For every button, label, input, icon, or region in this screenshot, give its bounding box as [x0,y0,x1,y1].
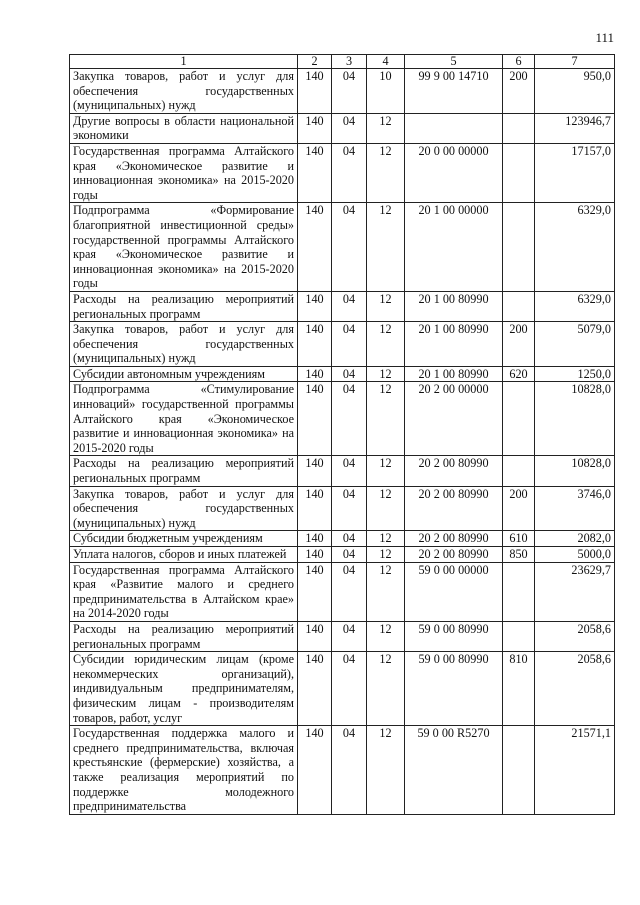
row-code-cell: 620 [503,366,535,382]
row-code-cell: 140 [298,547,332,563]
row-code-cell: 140 [298,291,332,321]
row-code-cell: 12 [367,726,405,815]
row-name-cell: Субсидии бюджетным учреждениям [70,531,298,547]
table-row [70,322,615,367]
row-code-cell: 04 [332,203,367,292]
row-name-cell: Подпрограмма «Стимулирование инноваций» государственной программы Алтайского края «Экономическое развитие и инновационная экономика» на 2015-2020 годы [70,382,298,456]
row-code-cell: 04 [332,621,367,651]
row-name-cell: Государственная программа Алтайского края «Развитие малого и среднего предпринимательства в Алтайском крае» на 2014-2020 годы [70,562,298,621]
row-amount-cell: 6329,0 [535,203,615,292]
row-name-cell: Закупка товаров, работ и услуг для обеспечения государственных (муниципальных) нужд [70,322,298,367]
table-row [70,366,615,382]
row-code-cell: 12 [367,652,405,726]
table-row [70,562,615,621]
row-code-cell: 04 [332,547,367,563]
row-amount-cell: 123946,7 [535,113,615,143]
row-code-cell: 20 0 00 00000 [405,143,503,202]
row-code-cell [503,291,535,321]
row-code-cell: 04 [332,291,367,321]
row-amount-cell: 5000,0 [535,547,615,563]
row-code-cell: 12 [367,547,405,563]
row-amount-cell: 17157,0 [535,143,615,202]
row-code-cell: 04 [332,382,367,456]
row-code-cell: 20 1 00 80990 [405,291,503,321]
row-name-cell: Расходы на реализацию мероприятий региональных программ [70,456,298,486]
row-amount-cell: 5079,0 [535,322,615,367]
row-code-cell: 12 [367,382,405,456]
row-code-cell: 140 [298,113,332,143]
row-code-cell: 12 [367,291,405,321]
row-code-cell: 140 [298,143,332,202]
row-code-cell: 20 1 00 00000 [405,203,503,292]
row-code-cell [405,113,503,143]
row-code-cell: 12 [367,366,405,382]
row-code-cell: 04 [332,486,367,531]
row-name-cell: Расходы на реализацию мероприятий региональных программ [70,291,298,321]
table-row [70,456,615,486]
row-code-cell: 140 [298,726,332,815]
row-code-cell [503,562,535,621]
row-code-cell: 99 9 00 14710 [405,69,503,114]
row-code-cell: 140 [298,203,332,292]
column-header: 4 [367,55,405,69]
row-code-cell: 12 [367,562,405,621]
column-header: 5 [405,55,503,69]
row-code-cell: 140 [298,652,332,726]
row-code-cell [503,143,535,202]
column-header: 3 [332,55,367,69]
row-amount-cell: 23629,7 [535,562,615,621]
row-code-cell [503,113,535,143]
row-amount-cell: 2058,6 [535,652,615,726]
row-code-cell: 20 2 00 80990 [405,531,503,547]
row-amount-cell: 2058,6 [535,621,615,651]
row-amount-cell: 2082,0 [535,531,615,547]
row-amount-cell: 6329,0 [535,291,615,321]
table-row [70,203,615,292]
row-code-cell [503,726,535,815]
row-code-cell: 59 0 00 80990 [405,652,503,726]
row-code-cell: 140 [298,366,332,382]
row-code-cell: 04 [332,69,367,114]
row-name-cell: Подпрограмма «Формирование благоприятной инвестиционной среды» государственной программы Алтайского края «Экономическое развитие и инновационная экономика» на 2015-2020 годы [70,203,298,292]
row-amount-cell: 950,0 [535,69,615,114]
row-code-cell: 140 [298,531,332,547]
column-header: 2 [298,55,332,69]
table-row [70,547,615,563]
row-code-cell: 20 2 00 80990 [405,486,503,531]
table-body [70,69,615,815]
column-header: 1 [70,55,298,69]
row-code-cell: 59 0 00 00000 [405,562,503,621]
row-name-cell: Субсидии автономным учреждениям [70,366,298,382]
table-row [70,726,615,815]
row-code-cell: 140 [298,69,332,114]
row-code-cell: 04 [332,652,367,726]
row-code-cell [503,382,535,456]
row-code-cell: 810 [503,652,535,726]
row-code-cell [503,621,535,651]
row-name-cell: Государственная поддержка малого и среднего предпринимательства, включая крестьянские (фермерские) хозяйства, а также реализация мероприятий по поддержке молодежного предпринимательства [70,726,298,815]
row-code-cell: 200 [503,69,535,114]
row-name-cell: Закупка товаров, работ и услуг для обеспечения государственных (муниципальных) нужд [70,69,298,114]
budget-table [69,54,615,815]
table-header-row [70,55,615,69]
row-code-cell: 04 [332,726,367,815]
row-code-cell: 12 [367,621,405,651]
row-code-cell: 140 [298,382,332,456]
table-row [70,69,615,114]
table-row [70,621,615,651]
row-code-cell: 200 [503,486,535,531]
row-code-cell: 04 [332,562,367,621]
row-code-cell: 610 [503,531,535,547]
row-code-cell: 04 [332,456,367,486]
row-amount-cell: 10828,0 [535,456,615,486]
column-header: 7 [535,55,615,69]
row-code-cell: 12 [367,486,405,531]
row-code-cell: 20 2 00 00000 [405,382,503,456]
row-code-cell: 04 [332,143,367,202]
row-name-cell: Уплата налогов, сборов и иных платежей [70,547,298,563]
row-code-cell: 20 2 00 80990 [405,456,503,486]
row-code-cell: 12 [367,143,405,202]
row-code-cell: 850 [503,547,535,563]
row-code-cell: 12 [367,456,405,486]
row-amount-cell: 10828,0 [535,382,615,456]
row-amount-cell: 3746,0 [535,486,615,531]
row-code-cell [503,203,535,292]
table-row [70,486,615,531]
row-code-cell: 140 [298,322,332,367]
row-code-cell: 140 [298,456,332,486]
table-row [70,291,615,321]
row-name-cell: Государственная программа Алтайского края «Экономическое развитие и инновационная экономика» на 2015-2020 годы [70,143,298,202]
row-code-cell: 04 [332,531,367,547]
page-number: 111 [595,30,614,45]
table-row [70,113,615,143]
row-code-cell: 12 [367,531,405,547]
table-row [70,143,615,202]
row-code-cell: 12 [367,113,405,143]
row-name-cell: Субсидии юридическим лицам (кроме некоммерческих организаций), индивидуальным предпринимателям, физическим лицам - производителям товаров, работ, услуг [70,652,298,726]
row-code-cell: 12 [367,203,405,292]
row-code-cell: 10 [367,69,405,114]
row-code-cell: 04 [332,322,367,367]
row-name-cell: Закупка товаров, работ и услуг для обеспечения государственных (муниципальных) нужд [70,486,298,531]
row-amount-cell: 21571,1 [535,726,615,815]
row-code-cell: 59 0 00 80990 [405,621,503,651]
row-name-cell: Расходы на реализацию мероприятий региональных программ [70,621,298,651]
row-code-cell: 140 [298,621,332,651]
table-row [70,652,615,726]
row-amount-cell: 1250,0 [535,366,615,382]
table-row [70,531,615,547]
row-code-cell: 04 [332,366,367,382]
row-name-cell: Другие вопросы в области национальной экономики [70,113,298,143]
row-code-cell [503,456,535,486]
row-code-cell: 04 [332,113,367,143]
row-code-cell: 59 0 00 R5270 [405,726,503,815]
row-code-cell: 140 [298,562,332,621]
row-code-cell: 20 1 00 80990 [405,366,503,382]
row-code-cell: 20 1 00 80990 [405,322,503,367]
column-header: 6 [503,55,535,69]
row-code-cell: 12 [367,322,405,367]
row-code-cell: 20 2 00 80990 [405,547,503,563]
table-row [70,382,615,456]
row-code-cell: 200 [503,322,535,367]
row-code-cell: 140 [298,486,332,531]
